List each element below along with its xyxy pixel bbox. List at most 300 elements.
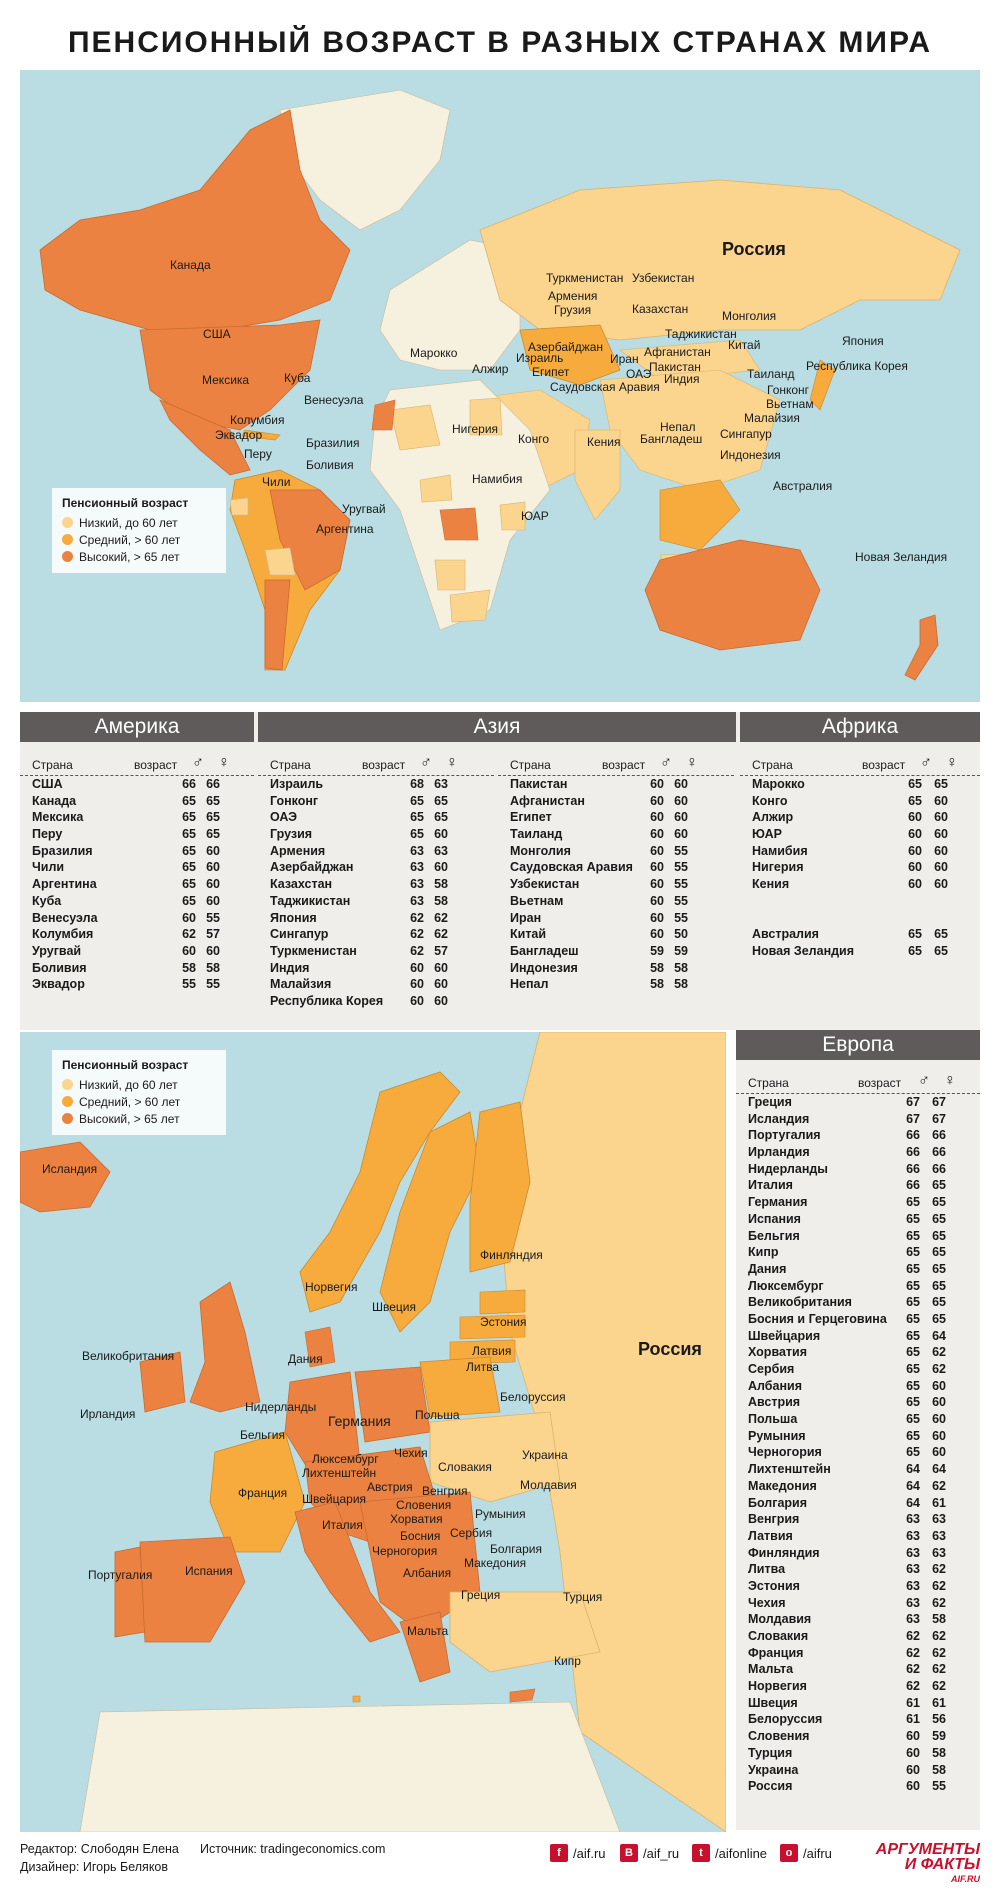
- country-name: Норвегия: [748, 1679, 807, 1694]
- male-icon: ♂: [660, 754, 672, 771]
- female-age: 65: [934, 943, 948, 958]
- label-moldova: Молдавия: [520, 1478, 577, 1492]
- label-malaysia: Малайзия: [744, 411, 800, 425]
- africa-heading: Африка: [740, 712, 980, 742]
- female-age: 61: [932, 1695, 946, 1710]
- female-age: 60: [206, 877, 220, 892]
- female-age: 58: [932, 1762, 946, 1777]
- table-row: [736, 1528, 980, 1545]
- female-age: 57: [206, 927, 220, 942]
- male-age: 60: [650, 810, 664, 825]
- female-age: 58: [932, 1612, 946, 1627]
- male-icon: ♂: [918, 1072, 930, 1089]
- male-age: 65: [908, 793, 922, 808]
- table-row: [20, 960, 254, 977]
- country-name: Колумбия: [32, 927, 94, 942]
- label-venezuela: Венесуэла: [304, 393, 364, 407]
- label-australia: Австралия: [773, 479, 833, 493]
- country-name: Индия: [270, 960, 310, 975]
- country-name: Уругвай: [32, 943, 82, 958]
- female-age: 65: [934, 926, 948, 941]
- vk-icon: B: [620, 1844, 638, 1862]
- table-row: [498, 859, 734, 876]
- female-age: 62: [434, 927, 448, 942]
- table-row: [258, 793, 494, 810]
- country-name: Грузия: [270, 827, 313, 842]
- table-row: [736, 1361, 980, 1378]
- male-age: 61: [906, 1712, 920, 1727]
- source-credit: Источник: tradingeconomics.com: [200, 1842, 386, 1856]
- male-age: 60: [908, 810, 922, 825]
- table-row: [736, 1394, 980, 1411]
- female-age: 60: [932, 1445, 946, 1460]
- female-age: 60: [206, 943, 220, 958]
- male-age: 66: [906, 1178, 920, 1193]
- country-name: Саудовская Аравия: [510, 860, 633, 875]
- male-age: 58: [650, 960, 664, 975]
- male-age: 65: [906, 1428, 920, 1443]
- label-pakistan: Пакистан: [649, 360, 701, 374]
- table-row: [736, 1177, 980, 1194]
- female-age: 60: [674, 827, 688, 842]
- label-armenia: Армения: [548, 289, 598, 303]
- female-age: 60: [934, 877, 948, 892]
- editor-credit: Редактор: Слободян Елена: [20, 1842, 179, 1856]
- country-name: Сингапур: [270, 927, 329, 942]
- female-age: 61: [932, 1495, 946, 1510]
- male-age: 62: [906, 1662, 920, 1677]
- label-newzealand: Новая Зеландия: [855, 550, 948, 564]
- male-age: 60: [906, 1745, 920, 1760]
- table-row: [20, 910, 254, 927]
- legend-title: Пенсионный возраст: [62, 1058, 189, 1072]
- country-name: Мальта: [748, 1662, 794, 1677]
- country-name: Казахстан: [270, 877, 333, 892]
- female-age: 57: [434, 943, 448, 958]
- male-age: 65: [906, 1345, 920, 1360]
- female-age: 58: [674, 977, 688, 992]
- table-row: [498, 910, 734, 927]
- table-row: [258, 843, 494, 860]
- header-country: Страна: [32, 758, 73, 772]
- female-age: 65: [932, 1278, 946, 1293]
- country-name: Канада: [32, 793, 77, 808]
- table-row: [736, 1661, 980, 1678]
- male-age: 66: [906, 1161, 920, 1176]
- male-age: 60: [908, 860, 922, 875]
- male-age: 66: [906, 1145, 920, 1160]
- male-age: 60: [182, 910, 196, 925]
- male-age: 65: [182, 860, 196, 875]
- country-name: Боливия: [32, 960, 87, 975]
- male-icon: ♂: [192, 754, 204, 771]
- male-age: 55: [182, 977, 196, 992]
- table-row: [20, 926, 254, 943]
- table-header: [498, 754, 734, 776]
- country-name: Испания: [748, 1211, 801, 1226]
- label-brazil: Бразилия: [306, 436, 360, 450]
- world-map: [20, 70, 980, 702]
- female-age: 58: [932, 1745, 946, 1760]
- male-age: 58: [182, 960, 196, 975]
- male-age: 60: [906, 1729, 920, 1744]
- country-name: Украина: [748, 1762, 799, 1777]
- table-row: [740, 809, 980, 826]
- female-age: 62: [932, 1362, 946, 1376]
- legend-item: [62, 548, 216, 565]
- table-row: [258, 809, 494, 826]
- social-link-facebook[interactable]: [550, 1844, 606, 1862]
- country-name: Молдавия: [748, 1612, 812, 1627]
- male-age: 65: [908, 943, 922, 958]
- country-name: Китай: [510, 927, 547, 942]
- newzealand-shape: [905, 615, 938, 680]
- label-tajikistan: Таджикистан: [665, 327, 737, 341]
- header-country: Страна: [510, 758, 551, 772]
- label-montenegro: Черногория: [372, 1544, 438, 1558]
- country-name: Гонконг: [270, 793, 319, 808]
- asia-body: [258, 742, 736, 1022]
- country-name: Белоруссия: [748, 1712, 823, 1727]
- male-age: 59: [650, 943, 664, 958]
- header-country: Страна: [748, 1076, 789, 1090]
- table-row: [258, 926, 494, 943]
- female-age: 65: [932, 1295, 946, 1310]
- table-row: [740, 776, 980, 793]
- label-estonia: Эстония: [480, 1315, 527, 1329]
- label-serbia: Сербия: [450, 1526, 493, 1540]
- male-age: 68: [410, 777, 424, 791]
- label-kenya: Кения: [587, 435, 621, 449]
- female-icon: ♀: [446, 754, 458, 771]
- female-age: 60: [934, 793, 948, 808]
- female-age: 60: [932, 1378, 946, 1393]
- designer-credit: Дизайнер: Игорь Беляков: [20, 1860, 169, 1874]
- country-name: Австрия: [748, 1395, 801, 1410]
- iceland-shape: [20, 1142, 110, 1212]
- female-age: 60: [934, 827, 948, 842]
- female-age: 60: [932, 1428, 946, 1443]
- world-legend: [52, 488, 226, 573]
- social-link-twitter[interactable]: [692, 1844, 767, 1862]
- country-name: Индонезия: [510, 960, 578, 975]
- country-name: Япония: [270, 910, 317, 925]
- female-age: 60: [434, 977, 448, 992]
- male-age: 65: [906, 1228, 920, 1243]
- country-name: Хорватия: [748, 1345, 808, 1360]
- header-age: возраст: [602, 758, 646, 772]
- country-name: Кипр: [748, 1245, 779, 1260]
- country-name: Литва: [748, 1562, 786, 1577]
- female-age: 63: [932, 1512, 946, 1527]
- bolivia-shape: [265, 548, 295, 575]
- label-slovakia: Словакия: [438, 1460, 492, 1474]
- male-age: 63: [906, 1528, 920, 1543]
- female-age: 55: [206, 910, 220, 925]
- female-age: 58: [674, 960, 688, 975]
- social-text: /aifru: [803, 1845, 832, 1861]
- country-name: Азербайджан: [270, 860, 354, 875]
- table-row: [736, 1595, 980, 1612]
- table-row: [740, 843, 980, 860]
- label-indonesia: Индонезия: [720, 448, 781, 462]
- table-row: [736, 1678, 980, 1695]
- legend-title: Пенсионный возраст: [62, 496, 189, 510]
- table-row: [498, 843, 734, 860]
- greece-shape: [400, 1612, 450, 1682]
- male-age: 60: [908, 843, 922, 858]
- label-nepal: Непал: [660, 420, 696, 434]
- female-age: 65: [206, 793, 220, 808]
- table-row: [736, 1294, 980, 1311]
- female-age: 60: [206, 843, 220, 858]
- country-name: Конго: [752, 793, 788, 808]
- se-asia-shape: [660, 480, 740, 550]
- asia-heading: Азия: [258, 712, 736, 742]
- label-russia: Россия: [638, 1339, 702, 1359]
- america-rows: [20, 776, 254, 993]
- asia-column: [258, 712, 736, 1022]
- country-name: Чехия: [748, 1595, 786, 1610]
- country-name: Дания: [748, 1261, 787, 1276]
- table-row: [498, 793, 734, 810]
- table-row: [258, 826, 494, 843]
- country-name: США: [32, 777, 63, 791]
- table-row: [736, 1478, 980, 1495]
- male-age: 65: [182, 810, 196, 825]
- female-age: 62: [932, 1662, 946, 1677]
- country-name: Нигерия: [752, 860, 804, 875]
- table-row: [736, 1545, 980, 1562]
- male-age: 65: [906, 1378, 920, 1393]
- legend-swatch: [62, 1079, 73, 1090]
- label-greece: Греция: [461, 1588, 501, 1602]
- uk-shape: [190, 1282, 260, 1412]
- aif-logo[interactable]: [876, 1842, 980, 1887]
- country-name: Эстония: [748, 1578, 800, 1593]
- country-name: ЮАР: [752, 827, 782, 842]
- female-age: 65: [932, 1178, 946, 1193]
- country-name: Черногория: [748, 1445, 822, 1460]
- label-argentina: Аргентина: [316, 522, 374, 536]
- female-age: 58: [434, 893, 448, 908]
- label-malta: Мальта: [407, 1624, 449, 1638]
- header-country: Страна: [752, 758, 793, 772]
- table-row: [20, 843, 254, 860]
- label-morocco: Марокко: [410, 346, 458, 360]
- table-row: [20, 976, 254, 993]
- portugal-shape: [115, 1547, 145, 1637]
- female-age: 62: [932, 1478, 946, 1493]
- table-row: [736, 1411, 980, 1428]
- label-norway: Норвегия: [305, 1280, 358, 1294]
- female-age: 65: [932, 1261, 946, 1276]
- label-ecuador: Эквадор: [215, 428, 263, 442]
- label-japan: Япония: [842, 334, 884, 348]
- male-age: 60: [650, 893, 664, 908]
- country-name: Бангладеш: [510, 943, 579, 958]
- female-age: 66: [932, 1128, 946, 1143]
- label-congo: Конго: [518, 432, 550, 446]
- male-age: 63: [410, 893, 424, 908]
- header-age: возраст: [858, 1076, 902, 1090]
- female-age: 56: [932, 1712, 946, 1727]
- table-row: [20, 876, 254, 893]
- country-name: Люксембург: [748, 1278, 824, 1293]
- label-belarus: Белоруссия: [500, 1390, 566, 1404]
- female-icon: ♀: [946, 754, 958, 771]
- female-age: 65: [932, 1211, 946, 1226]
- label-czech: Чехия: [394, 1446, 428, 1460]
- table-row: [498, 826, 734, 843]
- label-mongolia: Монголия: [722, 309, 777, 323]
- table-row: [258, 943, 494, 960]
- label-austria: Австрия: [367, 1480, 413, 1494]
- male-age: 63: [906, 1512, 920, 1527]
- label-croatia: Хорватия: [390, 1512, 443, 1526]
- male-age: 62: [182, 927, 196, 942]
- female-age: 65: [934, 777, 948, 791]
- male-age: 60: [906, 1762, 920, 1777]
- label-luxembourg: Люксембург: [312, 1452, 379, 1466]
- male-age: 63: [906, 1595, 920, 1610]
- table-row: [736, 1645, 980, 1662]
- female-age: 59: [932, 1729, 946, 1744]
- male-age: 62: [906, 1679, 920, 1694]
- label-cyprus: Кипр: [554, 1654, 581, 1668]
- female-age: 65: [206, 810, 220, 825]
- label-iran: Иран: [610, 352, 639, 366]
- female-age: 63: [932, 1528, 946, 1543]
- male-age: 65: [410, 810, 424, 825]
- male-age: 67: [906, 1111, 920, 1126]
- female-age: 60: [934, 860, 948, 875]
- table-row: [740, 943, 980, 960]
- female-age: 62: [932, 1679, 946, 1694]
- table-row: [736, 1745, 980, 1762]
- legend-swatch: [62, 517, 73, 528]
- label-switzerland: Швейцария: [302, 1492, 367, 1506]
- sar-shape: [450, 590, 490, 622]
- legend-label: Высокий, > 65 лет: [79, 1111, 180, 1126]
- label-italy: Италия: [322, 1518, 363, 1532]
- namibia-shape: [435, 560, 465, 590]
- male-age: 65: [906, 1445, 920, 1460]
- label-lithuania: Литва: [466, 1360, 499, 1374]
- male-age: 65: [906, 1412, 920, 1427]
- country-name: Монголия: [510, 843, 571, 858]
- female-icon: ♀: [218, 754, 230, 771]
- label-peru: Перу: [244, 447, 272, 461]
- table-row: [258, 876, 494, 893]
- table-row: [736, 1261, 980, 1278]
- table-row: [736, 1444, 980, 1461]
- table-row: [20, 809, 254, 826]
- female-age: 62: [932, 1629, 946, 1643]
- label-russia: Россия: [722, 239, 786, 259]
- social-link-odnoklassniki[interactable]: [780, 1844, 832, 1862]
- table-row: [258, 993, 494, 1010]
- female-age: 62: [932, 1562, 946, 1577]
- female-age: 60: [434, 860, 448, 875]
- country-name: Таджикистан: [270, 893, 351, 908]
- congo-shape: [440, 508, 478, 540]
- table-row: [736, 1778, 980, 1795]
- label-vietnam: Вьетнам: [766, 397, 814, 411]
- country-name: Венесуэла: [32, 910, 98, 925]
- male-age: 65: [906, 1211, 920, 1226]
- odnoklassniki-icon: o: [780, 1844, 798, 1862]
- label-china: Китай: [728, 338, 761, 352]
- table-row: [498, 960, 734, 977]
- female-age: 58: [206, 960, 220, 975]
- page-title: ПЕНСИОННЫЙ ВОЗРАСТ В РАЗНЫХ СТРАНАХ МИРА: [67, 26, 933, 59]
- male-age: 63: [906, 1545, 920, 1560]
- europe-legend: [52, 1050, 226, 1135]
- country-name: Швеция: [748, 1695, 798, 1710]
- country-name: Польша: [748, 1412, 798, 1427]
- male-age: 65: [410, 827, 424, 842]
- female-age: 60: [206, 860, 220, 875]
- label-uruguay: Уругвай: [342, 502, 386, 516]
- country-name: Иран: [510, 910, 542, 925]
- table-header: [20, 754, 254, 776]
- male-age: 65: [182, 877, 196, 892]
- country-name: Эквадор: [32, 977, 85, 992]
- table-row: [736, 1461, 980, 1478]
- table-header: [740, 754, 980, 776]
- africa-rows: [740, 776, 980, 893]
- legend-label: Средний, > 60 лет: [79, 1094, 181, 1109]
- table-row: [736, 1611, 980, 1628]
- label-usa: США: [203, 327, 231, 341]
- female-age: 60: [434, 827, 448, 842]
- male-age: 65: [906, 1328, 920, 1343]
- male-age: 65: [906, 1261, 920, 1276]
- label-singapore: Сингапур: [720, 427, 772, 441]
- male-age: 65: [906, 1311, 920, 1326]
- female-age: 59: [674, 943, 688, 958]
- europe-rows: [736, 1094, 980, 1795]
- legend-swatch: [62, 1113, 73, 1124]
- male-age: 65: [908, 926, 922, 941]
- country-name: Непал: [510, 977, 549, 992]
- male-age: 65: [906, 1362, 920, 1376]
- footer: [20, 1842, 980, 1886]
- male-age: 63: [906, 1578, 920, 1593]
- label-nigeria: Нигерия: [452, 422, 499, 436]
- label-germany: Германия: [328, 1413, 391, 1429]
- label-liechtenstein: Лихтенштейн: [302, 1466, 377, 1480]
- label-uk: Великобритания: [82, 1349, 175, 1363]
- female-age: 65: [434, 810, 448, 825]
- label-mexico: Мексика: [202, 373, 250, 387]
- female-age: 66: [206, 777, 220, 791]
- asia-subcolumn-b: [498, 742, 734, 993]
- female-age: 60: [932, 1395, 946, 1410]
- male-age: 63: [410, 877, 424, 892]
- label-ukraine: Украина: [522, 1448, 568, 1462]
- country-name: Венгрия: [748, 1512, 800, 1527]
- table-row: [20, 943, 254, 960]
- europe-heading: Европа: [736, 1030, 980, 1060]
- legend-swatch: [62, 1096, 73, 1107]
- male-age: 62: [410, 943, 424, 958]
- table-row: [736, 1094, 980, 1111]
- male-age: 60: [410, 960, 424, 975]
- country-name: Узбекистан: [510, 877, 580, 892]
- social-link-vk[interactable]: [620, 1844, 679, 1862]
